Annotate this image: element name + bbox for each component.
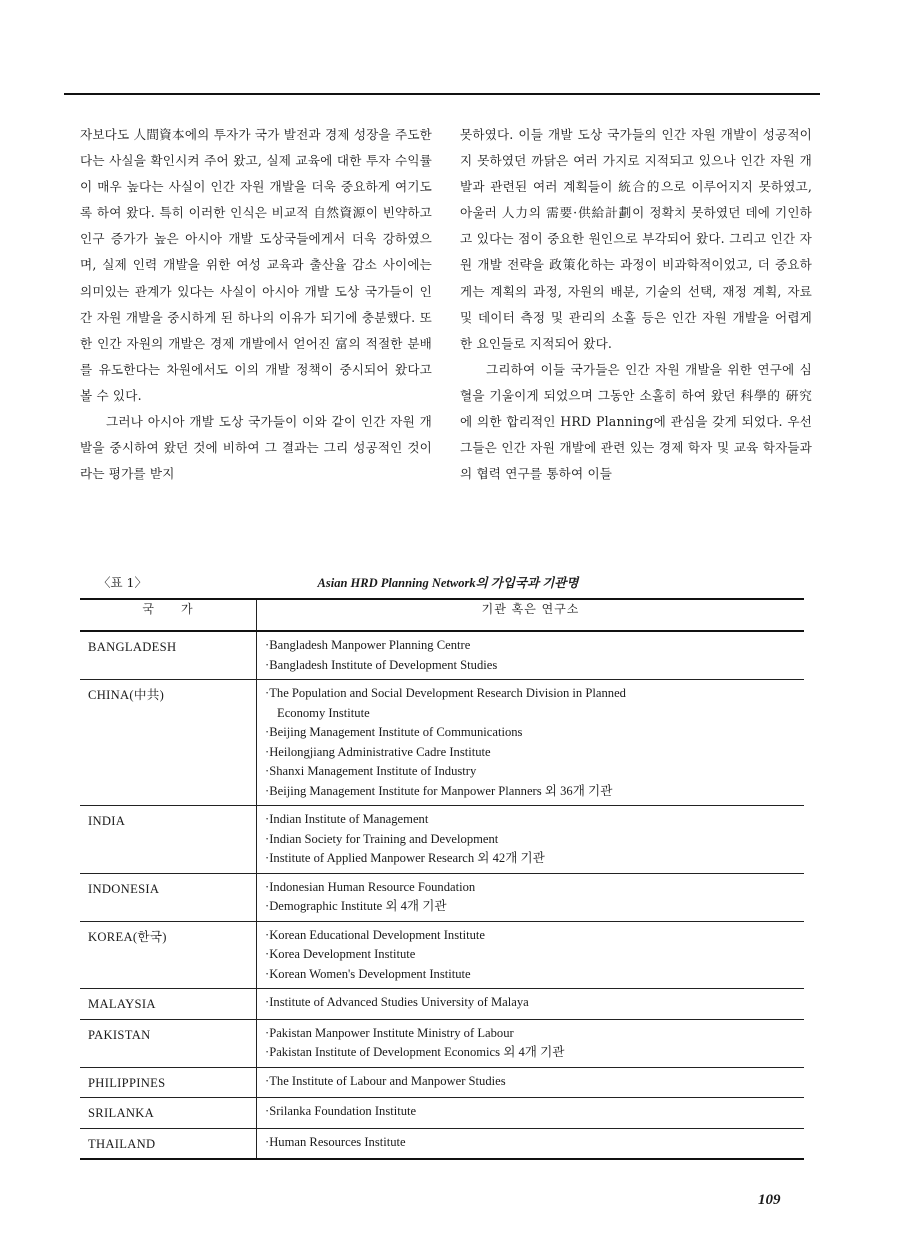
institution-item (265, 830, 804, 850)
table-row (80, 1067, 804, 1098)
country-cell: INDONESIA (80, 873, 257, 921)
institution-item (265, 1072, 804, 1092)
bullet-icon: · (265, 686, 270, 700)
bullet-icon: · (265, 995, 270, 1009)
institution-item (265, 810, 804, 830)
institution-item (265, 743, 804, 763)
table-row (80, 873, 804, 921)
institution-item (265, 897, 804, 917)
institution-name: Bangladesh Manpower Planning Centre (269, 638, 471, 652)
bullet-icon: · (265, 899, 270, 913)
institutions-cell (257, 1128, 805, 1159)
bullet-icon: · (265, 947, 270, 961)
institution-item (265, 1133, 804, 1153)
page-number: 109 (758, 1192, 781, 1208)
institution-name: Shanxi Management Institute of Industry (269, 764, 477, 778)
institution-name: Institute of Applied Manpower Research 외 42개 기관 (269, 851, 545, 865)
bullet-icon: · (265, 1104, 270, 1118)
bullet-icon: · (265, 812, 270, 826)
institutions-cell (257, 1098, 805, 1129)
table-row (80, 680, 804, 806)
bullet-icon: · (265, 966, 270, 981)
institution-name: Bangladesh Institute of Development Studies (269, 657, 498, 672)
institution-item (265, 684, 804, 704)
bullet-icon: · (265, 638, 270, 652)
paragraph: 그러나 아시아 개발 도상 국가들이 이와 같이 인간 자원 개발을 중시하여 왔던 것에 비하여 그 결과는 그리 성공적인 것이라는 평가를 받지 (80, 414, 432, 482)
institution-name: Beijing Management Institute for Manpower Planners 외 36개 기관 (269, 783, 613, 798)
institutions-cell (257, 1019, 805, 1067)
institution-name: The Population and Social Development Research Division in Planned (269, 686, 626, 700)
bullet-icon: · (265, 783, 270, 798)
institution-item (265, 849, 804, 869)
bullet-icon: · (265, 1045, 270, 1059)
institutions-cell (257, 989, 805, 1020)
institution-name: Pakistan Manpower Institute Ministry of Labour (269, 1025, 514, 1040)
table-row (80, 1098, 804, 1129)
bullet-icon: · (265, 744, 270, 759)
institution-name: Srilanka Foundation Institute (269, 1104, 417, 1118)
institution-item (265, 762, 804, 782)
institutions-cell (257, 1067, 805, 1098)
country-cell: MALAYSIA (80, 989, 257, 1020)
top-rule (64, 93, 820, 95)
bullet-icon: · (265, 1025, 270, 1040)
table-header-row (80, 599, 804, 631)
country-cell: CHINA(中共) (80, 680, 257, 806)
institution-name: Heilongjiang Administrative Cadre Institute (269, 744, 491, 759)
country-cell: PHILIPPINES (80, 1067, 257, 1098)
institution-name: Korean Educational Development Institute (269, 927, 485, 942)
bullet-icon: · (265, 725, 270, 739)
table-title: Asian HRD Planning Network의 가입국과 기관명 (317, 576, 579, 590)
institution-item (265, 656, 804, 676)
country-cell: BANGLADESH (80, 631, 257, 680)
bullet-icon: · (265, 764, 270, 778)
institution-table (80, 598, 804, 1160)
right-column (460, 122, 812, 487)
institutions-cell (257, 921, 805, 989)
bullet-icon: · (265, 831, 270, 846)
institution-item (265, 1102, 804, 1122)
institution-item (265, 1024, 804, 1044)
table-row (80, 921, 804, 989)
institutions-cell (257, 631, 805, 680)
institution-item (265, 782, 804, 802)
institution-name: Demographic Institute 외 4개 기관 (269, 899, 447, 913)
institution-name: Indian Society for Training and Development (269, 831, 499, 846)
institutions-cell (257, 806, 805, 874)
institutions-cell (257, 680, 805, 806)
table-label: 〈표 1〉 (98, 575, 148, 590)
country-cell: THAILAND (80, 1128, 257, 1159)
bullet-icon: · (265, 927, 270, 942)
institution-name: Beijing Management Institute of Communications (269, 725, 523, 739)
institution-item (265, 704, 804, 724)
paragraph: 그리하여 이들 국가들은 인간 자원 개발을 위한 연구에 심혈을 기울이게 되었으며 그동안 소홀히 하여 왔던 科學的 硏究에 의한 합리적인 HRD Planning에 관심을 갖게 되었다. 우선 그들은 인간 자원 개발에 관련 있는 경제 학자 및 교육 학자들과의 협력 연구를 통하여 이들 (460, 361, 812, 482)
paragraph: 못하였다. 이들 개발 도상 국가들의 인간 자원 개발이 성공적이지 못하였던 까닭은 여러 가지로 지적되고 있으나 인간 자원 개발과 관련된 여러 계획들이 統合的으로 이루어지지 못하였고, 아울러 人力의 需要·供給計劃이 정확치 못하였던 데에 기인하고 있다는 점이 중요한 원인으로 부각되어 왔다. 그리고 인간 자원 개발 전략을 政策化하는 과정이 비과학적이었고, 더 중요하게는 계획의 과정, 자원의 배분, 기술의 선택, 재정 계획, 자료 및 데이터 측정 및 관리의 소홀 등은 인간 자원 개발을 어렵게 한 요인들로 지적되어 왔다. (460, 127, 812, 351)
institution-item (265, 1043, 804, 1063)
institution-item (265, 965, 804, 985)
country-cell: PAKISTAN (80, 1019, 257, 1067)
header-country: 국 가 (80, 599, 257, 631)
institution-name: Economy Institute (277, 705, 370, 720)
bullet-icon: · (265, 851, 270, 865)
institution-name: The Institute of Labour and Manpower Studies (269, 1073, 506, 1088)
institution-name: Human Resources Institute (269, 1134, 406, 1149)
country-cell: KOREA(한국) (80, 921, 257, 989)
institution-item (265, 945, 804, 965)
table-row (80, 631, 804, 680)
header-institution: 기관 혹은 연구소 (257, 599, 805, 631)
institution-item (265, 636, 804, 656)
institution-name: Korea Development Institute (269, 947, 416, 961)
institution-name: Pakistan Institute of Development Economics 외 4개 기관 (269, 1045, 565, 1059)
institution-item (265, 878, 804, 898)
table-row (80, 806, 804, 874)
bullet-icon: · (265, 879, 270, 894)
country-cell: SRILANKA (80, 1098, 257, 1129)
institutions-cell (257, 873, 805, 921)
paragraph: 자보다도 人間資本에의 투자가 국가 발전과 경제 성장을 주도한다는 사실을 확인시켜 주어 왔고, 실제 교육에 대한 투자 수익률이 매우 높다는 사실이 인간 자원 개발을 더욱 중요하게 여기도록 하여 왔다. 특히 이러한 인식은 비교적 自然資源이 빈약하고 인구 증가가 높은 아시아 개발 도상국들에게서 더욱 강하였으며, 실제 인력 개발을 위한 여성 교육과 출산율 감소 사이에는 의미있는 관계가 있다는 사실이 아시아 개발 도상 국가들이 인간 자원 개발을 중시하게 된 하나의 이유가 되기에 충분했다. 또한 인간 자원의 개발은 경제 개발에서 얻어진 富의 적절한 분배를 유도한다는 차원에서도 이의 개발 정책이 중시되어 왔다고 볼 수 있다. (80, 127, 432, 403)
bullet-icon: · (265, 1134, 270, 1149)
country-cell: INDIA (80, 806, 257, 874)
institution-item (265, 723, 804, 743)
table-caption (98, 573, 798, 593)
institution-name: Indonesian Human Resource Foundation (269, 879, 476, 894)
institution-item (265, 993, 804, 1013)
table-row (80, 1019, 804, 1067)
institution-item (265, 926, 804, 946)
bullet-icon: · (265, 657, 270, 672)
table-row (80, 989, 804, 1020)
left-column (80, 122, 432, 487)
institution-name: Korean Women's Development Institute (269, 966, 471, 981)
table-row (80, 1128, 804, 1159)
bullet-icon: · (265, 1073, 270, 1088)
institution-name: Indian Institute of Management (269, 812, 429, 826)
institution-name: Institute of Advanced Studies University of Malaya (269, 995, 529, 1009)
